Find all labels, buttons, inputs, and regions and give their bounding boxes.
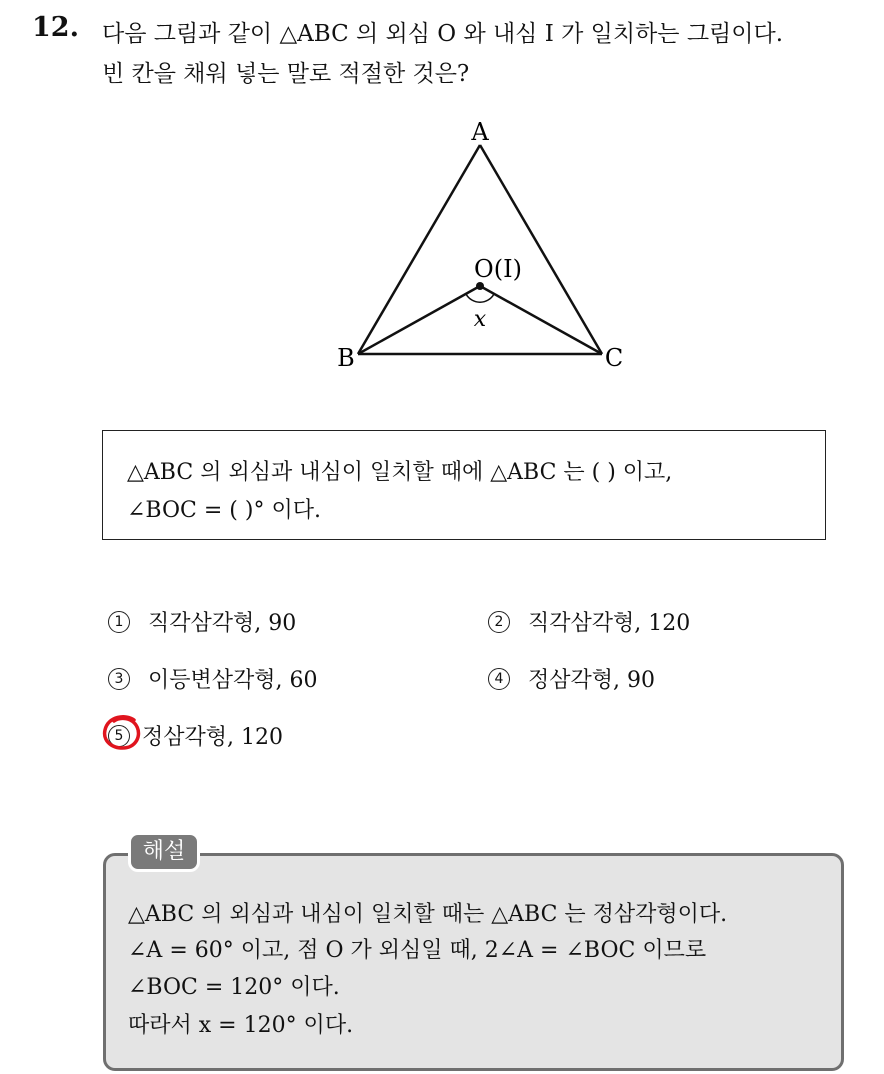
choice-number-icon: 3	[108, 668, 130, 690]
choice-text: 이등변삼각형, 60	[148, 668, 318, 693]
segment-oc	[480, 286, 602, 354]
solution-line1: △ABC 의 외심과 내심이 일치할 때는 △ABC 는 정삼각형이다.	[128, 902, 728, 927]
choice-4[interactable]	[488, 663, 655, 694]
solution-line4: 따라서 x = 120° 이다.	[128, 1013, 354, 1038]
fill-in-line2: ∠BOC = ( )° 이다.	[127, 498, 321, 523]
triangle-figure	[320, 110, 640, 390]
question-text-line1: 다음 그림과 같이 △ABC 의 외심 O 와 내심 I 가 일치하는 그림이다.	[102, 21, 784, 47]
center-point	[476, 282, 484, 290]
vertex-label-a: A	[471, 118, 489, 146]
choice-3[interactable]	[108, 663, 318, 694]
segment-ob	[358, 286, 480, 354]
choice-text: 정삼각형, 90	[528, 668, 655, 693]
choice-number-icon: 1	[108, 611, 130, 633]
choice-number-icon: 4	[488, 668, 510, 690]
choice-number-icon: 2	[488, 611, 510, 633]
choice-2[interactable]	[488, 606, 690, 637]
vertex-label-b: B	[337, 344, 355, 372]
answer-circle-mark-icon	[100, 712, 144, 754]
side-ab	[358, 145, 480, 354]
vertex-label-c: C	[604, 344, 624, 372]
choice-text: 직각삼각형, 120	[528, 611, 691, 636]
solution-line2: ∠A = 60° 이고, 점 O 가 외심일 때, 2∠A = ∠BOC 이므로	[128, 938, 707, 963]
angle-arc	[466, 294, 494, 302]
choice-1[interactable]	[108, 606, 296, 637]
choice-text: 정삼각형, 120	[142, 725, 283, 750]
choice-text: 직각삼각형, 90	[148, 611, 297, 636]
side-ac	[480, 145, 602, 354]
center-label: O(I)	[474, 255, 522, 283]
fill-in-box	[102, 430, 826, 540]
question-text-line2: 빈 칸을 채워 넣는 말로 적절한 것은?	[102, 61, 470, 87]
choice-number-icon: 5	[108, 725, 130, 747]
solution-tag: 해설	[128, 832, 200, 872]
question-number: 12.	[32, 12, 79, 43]
angle-label: x	[473, 307, 487, 332]
fill-in-line1: △ABC 의 외심과 내심이 일치할 때에 △ABC 는 ( ) 이고,	[127, 460, 673, 485]
solution-line3: ∠BOC = 120° 이다.	[128, 975, 340, 1000]
